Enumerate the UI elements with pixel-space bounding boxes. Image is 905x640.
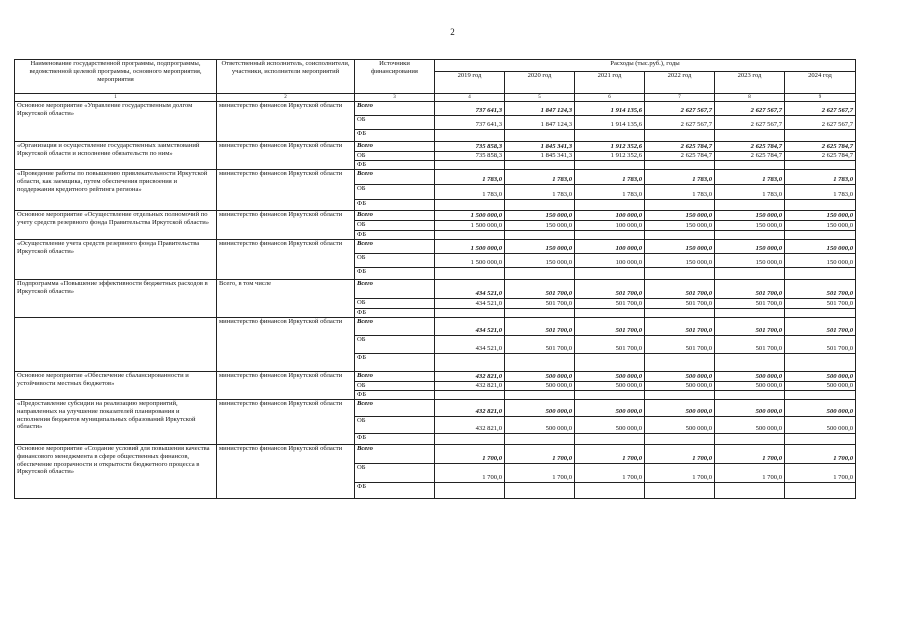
expense-value — [645, 268, 715, 280]
activity-executor: министерство финансов Иркутской области — [217, 170, 355, 211]
expense-value: 500 000,0 — [575, 417, 645, 434]
expense-value: 100 000,0 — [575, 254, 645, 268]
expense-value: 1 847 124,3 — [505, 116, 575, 130]
expense-value: 150 000,0 — [645, 221, 715, 231]
expense-value: 500 000,0 — [715, 417, 785, 434]
funding-source: ФБ — [355, 161, 435, 170]
funding-source: ОБ — [355, 152, 435, 161]
expense-value: 501 700,0 — [575, 318, 645, 336]
expense-value: 501 700,0 — [715, 280, 785, 299]
table-row — [15, 102, 856, 116]
expense-value: 100 000,0 — [575, 240, 645, 254]
expense-value: 1 700,0 — [715, 464, 785, 483]
expense-value: 1 700,0 — [785, 464, 856, 483]
expense-value: 150 000,0 — [715, 221, 785, 231]
table-row — [15, 170, 856, 185]
expense-value — [785, 483, 856, 499]
activity-executor: министерство финансов Иркутской области — [217, 102, 355, 142]
funding-source: ОБ — [355, 185, 435, 200]
expense-value: 737 641,3 — [435, 116, 505, 130]
expense-value: 150 000,0 — [715, 211, 785, 221]
column-number: 9 — [785, 94, 856, 102]
activity-name — [15, 318, 217, 372]
expense-value: 150 000,0 — [785, 254, 856, 268]
expense-value: 2 627 567,7 — [715, 102, 785, 116]
expense-value: 500 000,0 — [505, 372, 575, 382]
expense-value — [575, 268, 645, 280]
expense-value: 1 700,0 — [435, 464, 505, 483]
expense-value: 434 521,0 — [435, 336, 505, 354]
expense-value — [715, 434, 785, 445]
expense-value — [645, 391, 715, 400]
expense-value — [575, 354, 645, 372]
expense-value — [505, 231, 575, 240]
activity-name: «Предоставление субсидии на реализацию мероприятий, направленных на улучшение показателей планирования и исполнения бюджетов муниципальных образований Иркутской области» — [15, 400, 217, 445]
funding-source: ФБ — [355, 130, 435, 142]
expense-value — [505, 130, 575, 142]
expense-value: 2 627 567,7 — [785, 102, 856, 116]
expense-value: 500 000,0 — [785, 372, 856, 382]
column-number: 4 — [435, 94, 505, 102]
expense-value: 1 700,0 — [645, 464, 715, 483]
funding-source: ОБ — [355, 382, 435, 391]
expense-value — [435, 161, 505, 170]
expense-value — [505, 161, 575, 170]
expense-value: 500 000,0 — [715, 372, 785, 382]
activity-executor: министерство финансов Иркутской области — [217, 318, 355, 372]
header-year: 2023 год — [715, 72, 785, 94]
expense-value: 500 000,0 — [645, 372, 715, 382]
expense-value: 100 000,0 — [575, 221, 645, 231]
expense-value: 1 700,0 — [575, 464, 645, 483]
expense-value — [715, 200, 785, 211]
expense-value: 1 783,0 — [575, 185, 645, 200]
activity-name: «Организация и осуществление государственных заимствований Иркутской области и исполнение обязательств по ним» — [15, 142, 217, 170]
expense-value: 1 783,0 — [435, 170, 505, 185]
expense-value — [645, 483, 715, 499]
expense-value: 501 700,0 — [645, 318, 715, 336]
expense-value: 501 700,0 — [785, 299, 856, 309]
expense-value: 501 700,0 — [785, 318, 856, 336]
expense-value: 500 000,0 — [575, 372, 645, 382]
expense-value: 1 500 000,0 — [435, 240, 505, 254]
activity-name: Подпрограмма «Повышение эффективности бюджетных расходов в Иркутской области» — [15, 280, 217, 318]
column-number: 5 — [505, 94, 575, 102]
expense-value: 500 000,0 — [785, 417, 856, 434]
expense-value: 501 700,0 — [785, 280, 856, 299]
expense-value — [645, 434, 715, 445]
expense-value — [785, 354, 856, 372]
expense-value: 500 000,0 — [645, 417, 715, 434]
expense-value: 150 000,0 — [645, 211, 715, 221]
expense-value — [435, 434, 505, 445]
expense-value — [645, 354, 715, 372]
expense-value: 2 625 784,7 — [715, 142, 785, 152]
funding-source: ОБ — [355, 417, 435, 434]
funding-source: ФБ — [355, 391, 435, 400]
expense-value: 150 000,0 — [715, 240, 785, 254]
table-row — [15, 318, 856, 336]
expense-value — [435, 354, 505, 372]
expense-value: 500 000,0 — [575, 382, 645, 391]
funding-source: ОБ — [355, 336, 435, 354]
expense-value: 2 625 784,7 — [715, 152, 785, 161]
header-source: Источники финансирования — [355, 60, 435, 94]
funding-source: ОБ — [355, 464, 435, 483]
expense-value: 2 625 784,7 — [645, 152, 715, 161]
expense-value: 1 700,0 — [575, 445, 645, 464]
expense-value: 501 700,0 — [715, 318, 785, 336]
expense-value: 501 700,0 — [785, 336, 856, 354]
expense-value: 735 858,3 — [435, 152, 505, 161]
expense-value: 1 500 000,0 — [435, 221, 505, 231]
funding-source: Всего — [355, 240, 435, 254]
expense-value: 500 000,0 — [505, 382, 575, 391]
funding-source: Всего — [355, 445, 435, 464]
funding-source: Всего — [355, 170, 435, 185]
funding-source: ОБ — [355, 116, 435, 130]
expense-value: 1 845 341,3 — [505, 152, 575, 161]
expense-value — [575, 130, 645, 142]
funding-source: ОБ — [355, 221, 435, 231]
expense-value: 1 700,0 — [715, 445, 785, 464]
expense-value — [575, 200, 645, 211]
expense-value: 500 000,0 — [505, 400, 575, 417]
header-expenses: Расходы (тыс.руб.), годы — [435, 60, 856, 72]
expense-value: 434 521,0 — [435, 318, 505, 336]
header-year: 2024 год — [785, 72, 856, 94]
funding-source: ФБ — [355, 483, 435, 499]
expense-value: 500 000,0 — [645, 382, 715, 391]
expense-value: 2 625 784,7 — [645, 142, 715, 152]
funding-source: ФБ — [355, 268, 435, 280]
expense-value: 1 914 135,6 — [575, 116, 645, 130]
expense-value — [785, 268, 856, 280]
expense-value: 501 700,0 — [505, 299, 575, 309]
expense-value: 2 627 567,7 — [785, 116, 856, 130]
activity-executor: министерство финансов Иркутской области — [217, 142, 355, 170]
activity-name: Основное мероприятие «Управление государственным долгом Иркутской области» — [15, 102, 217, 142]
expense-value — [715, 309, 785, 318]
expense-value: 1 700,0 — [505, 464, 575, 483]
expense-value — [435, 231, 505, 240]
expense-value: 1 700,0 — [785, 445, 856, 464]
expense-value: 150 000,0 — [505, 240, 575, 254]
expense-value: 150 000,0 — [505, 254, 575, 268]
expense-value: 1 500 000,0 — [435, 254, 505, 268]
expense-value: 150 000,0 — [785, 211, 856, 221]
column-number: 3 — [355, 94, 435, 102]
expense-value: 434 521,0 — [435, 299, 505, 309]
header-executor: Ответственный исполнитель, соисполнители, участники, исполнители мероприятий — [217, 60, 355, 94]
expense-value — [505, 309, 575, 318]
column-number: 1 — [15, 94, 217, 102]
expense-value — [715, 268, 785, 280]
activity-executor: Всего, в том числе — [217, 280, 355, 318]
table-row — [15, 400, 856, 417]
expense-value: 1 783,0 — [785, 170, 856, 185]
funding-source: ОБ — [355, 254, 435, 268]
funding-source: ФБ — [355, 309, 435, 318]
table-row — [15, 240, 856, 254]
expense-value — [645, 200, 715, 211]
expense-value — [785, 200, 856, 211]
expense-value — [715, 161, 785, 170]
expense-value: 500 000,0 — [715, 400, 785, 417]
expense-value — [435, 200, 505, 211]
activity-executor: министерство финансов Иркутской области — [217, 211, 355, 240]
expense-value: 150 000,0 — [785, 240, 856, 254]
table-row — [15, 445, 856, 464]
expense-value — [645, 231, 715, 240]
expense-value — [575, 231, 645, 240]
expense-value: 737 641,3 — [435, 102, 505, 116]
expense-value — [785, 434, 856, 445]
expense-value — [435, 309, 505, 318]
expense-value: 432 821,0 — [435, 400, 505, 417]
expense-value: 500 000,0 — [715, 382, 785, 391]
activity-executor: министерство финансов Иркутской области — [217, 372, 355, 400]
expense-value: 501 700,0 — [645, 299, 715, 309]
funding-source: Всего — [355, 318, 435, 336]
expense-value: 500 000,0 — [505, 417, 575, 434]
expense-value: 1 847 124,3 — [505, 102, 575, 116]
activity-name: Основное мероприятие «Осуществление отдельных полномочий по учету средств резервного фонда Правительства Иркутской области» — [15, 211, 217, 240]
expense-value: 1 783,0 — [645, 185, 715, 200]
expense-value — [505, 391, 575, 400]
expense-value: 2 627 567,7 — [645, 102, 715, 116]
expense-value — [785, 309, 856, 318]
expense-value: 1 783,0 — [715, 185, 785, 200]
expense-value: 1 914 135,6 — [575, 102, 645, 116]
activity-name: «Осуществление учета средств резервного фонда Правительства Иркутской области» — [15, 240, 217, 280]
expense-value — [435, 268, 505, 280]
funding-source: ФБ — [355, 354, 435, 372]
expense-value — [785, 130, 856, 142]
expense-value — [505, 434, 575, 445]
funding-source: Всего — [355, 372, 435, 382]
expense-value: 501 700,0 — [715, 299, 785, 309]
funding-source: ФБ — [355, 434, 435, 445]
expense-value: 500 000,0 — [575, 400, 645, 417]
page-number: 2 — [450, 27, 455, 37]
expense-value — [505, 483, 575, 499]
expense-value: 432 821,0 — [435, 382, 505, 391]
expense-value: 1 912 352,6 — [575, 142, 645, 152]
activity-name: «Проведение работы по повышению привлекательности Иркутской области, как заемщика, путем обеспечения присвоения и поддержания кредитного рейтинга региона» — [15, 170, 217, 211]
expense-value: 1 700,0 — [505, 445, 575, 464]
funding-source: ОБ — [355, 299, 435, 309]
expense-value — [645, 130, 715, 142]
expense-value: 432 821,0 — [435, 417, 505, 434]
expense-value — [505, 268, 575, 280]
header-year: 2019 год — [435, 72, 505, 94]
funding-source: ФБ — [355, 231, 435, 240]
expense-value: 2 625 784,7 — [785, 152, 856, 161]
expense-value — [715, 391, 785, 400]
expense-value: 1 783,0 — [575, 170, 645, 185]
funding-source: Всего — [355, 102, 435, 116]
expense-value: 501 700,0 — [505, 336, 575, 354]
expense-value: 2 625 784,7 — [785, 142, 856, 152]
column-number: 8 — [715, 94, 785, 102]
expense-value: 501 700,0 — [505, 318, 575, 336]
expense-value: 1 783,0 — [645, 170, 715, 185]
expense-value — [505, 354, 575, 372]
expense-value: 150 000,0 — [505, 221, 575, 231]
expense-value — [715, 130, 785, 142]
expense-value — [575, 161, 645, 170]
header-name: Наименование государственной программы, подпрограммы, ведомственной целевой программы, основного мероприятия, мероприятия — [15, 60, 217, 94]
header-year: 2021 год — [575, 72, 645, 94]
expense-value — [715, 483, 785, 499]
header-year: 2020 год — [505, 72, 575, 94]
expense-value: 1 700,0 — [435, 445, 505, 464]
expense-value — [785, 391, 856, 400]
expense-value: 501 700,0 — [645, 336, 715, 354]
header-year: 2022 год — [645, 72, 715, 94]
expense-value: 1 700,0 — [645, 445, 715, 464]
expense-value — [715, 231, 785, 240]
column-number: 2 — [217, 94, 355, 102]
expense-value: 501 700,0 — [575, 299, 645, 309]
expense-value: 501 700,0 — [645, 280, 715, 299]
expense-value: 500 000,0 — [785, 400, 856, 417]
expense-value: 1 783,0 — [435, 185, 505, 200]
expense-value — [575, 434, 645, 445]
activity-executor: министерство финансов Иркутской области — [217, 240, 355, 280]
expense-value: 150 000,0 — [505, 211, 575, 221]
expense-value — [575, 483, 645, 499]
funding-source: Всего — [355, 142, 435, 152]
activity-name: Основное мероприятие «Обеспечение сбалансированности и устойчивости местных бюджетов» — [15, 372, 217, 400]
expense-value: 1 500 000,0 — [435, 211, 505, 221]
table-row — [15, 372, 856, 382]
expense-value: 1 783,0 — [715, 170, 785, 185]
table-row — [15, 280, 856, 299]
expense-value — [645, 309, 715, 318]
expense-value — [575, 309, 645, 318]
expense-value: 1 783,0 — [785, 185, 856, 200]
expense-value: 150 000,0 — [645, 254, 715, 268]
expense-value: 100 000,0 — [575, 211, 645, 221]
funding-source: ФБ — [355, 200, 435, 211]
budget-table — [14, 59, 856, 499]
expense-value — [575, 391, 645, 400]
expense-value: 501 700,0 — [715, 336, 785, 354]
table-row — [15, 211, 856, 221]
expense-value: 1 912 352,6 — [575, 152, 645, 161]
activity-executor: министерство финансов Иркутской области — [217, 400, 355, 445]
expense-value: 1 783,0 — [505, 170, 575, 185]
expense-value — [785, 231, 856, 240]
activity-name: Основное мероприятие «Создание условий для повышения качества финансового менеджмента в сфере общественных финансов, обеспечение прозрачности и открытости бюджетного процесса в Иркутской области» — [15, 445, 217, 499]
expense-value: 501 700,0 — [505, 280, 575, 299]
expense-value: 2 627 567,7 — [715, 116, 785, 130]
expense-value: 1 845 341,3 — [505, 142, 575, 152]
expense-value: 150 000,0 — [715, 254, 785, 268]
funding-source: Всего — [355, 211, 435, 221]
expense-value — [505, 200, 575, 211]
expense-value — [645, 161, 715, 170]
expense-value — [785, 161, 856, 170]
expense-value — [435, 483, 505, 499]
column-number: 6 — [575, 94, 645, 102]
expense-value — [435, 391, 505, 400]
expense-value: 1 783,0 — [505, 185, 575, 200]
expense-value: 735 858,3 — [435, 142, 505, 152]
expense-value: 432 821,0 — [435, 372, 505, 382]
expense-value: 501 700,0 — [575, 336, 645, 354]
expense-value: 434 521,0 — [435, 280, 505, 299]
expense-value: 501 700,0 — [575, 280, 645, 299]
expense-value — [435, 130, 505, 142]
expense-value: 2 627 567,7 — [645, 116, 715, 130]
table-row — [15, 142, 856, 152]
expense-value: 500 000,0 — [645, 400, 715, 417]
funding-source: Всего — [355, 280, 435, 299]
expense-value: 500 000,0 — [785, 382, 856, 391]
expense-value: 150 000,0 — [645, 240, 715, 254]
expense-value — [715, 354, 785, 372]
funding-source: Всего — [355, 400, 435, 417]
expense-value: 150 000,0 — [785, 221, 856, 231]
column-number: 7 — [645, 94, 715, 102]
activity-executor: министерство финансов Иркутской области — [217, 445, 355, 499]
